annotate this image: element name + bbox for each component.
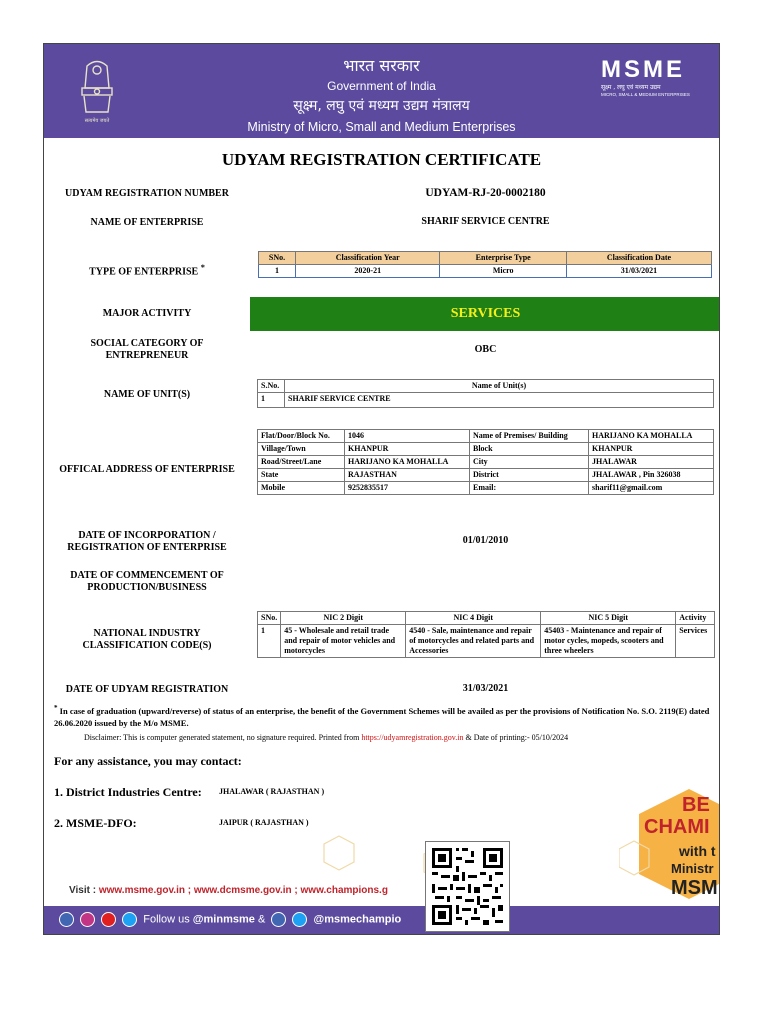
type-header-date: Classification Date xyxy=(566,252,711,265)
nic-row xyxy=(258,625,715,658)
promo-line2: CHAMI xyxy=(644,816,710,838)
certificate xyxy=(43,43,720,935)
address-r3-c3: City xyxy=(470,456,589,469)
address-r3-c2: HARIJANO KA MOHALLA xyxy=(345,456,470,469)
address-label: OFFICAL ADDRESS OF ENTERPRISE xyxy=(59,464,235,475)
qr-code-icon xyxy=(426,842,509,931)
units-header-row xyxy=(258,380,714,393)
header-banner xyxy=(44,44,719,138)
address-r4-c4: JHALAWAR , Pin 326038 xyxy=(589,469,714,482)
type-asterisk: * xyxy=(200,263,205,272)
nic-label-line2: CLASSIFICATION CODE(S) xyxy=(82,640,212,651)
registration-number-value: UDYAM-RJ-20-0002180 xyxy=(425,187,546,199)
msme-logo-text: MSME xyxy=(601,56,685,83)
nic-label xyxy=(44,628,250,652)
header-ministry-name: Ministry of Micro, Small and Medium Enterprises xyxy=(247,120,516,134)
type-table-row xyxy=(259,265,712,278)
units-header-sno: S.No. xyxy=(258,380,285,393)
footnote-mark: * xyxy=(54,704,58,712)
promo-line4: Ministr xyxy=(671,861,714,876)
udyam-date-value: 31/03/2021 xyxy=(462,683,509,694)
address-r1-c1: Flat/Door/Block No. xyxy=(258,430,345,443)
type-header-year: Classification Year xyxy=(296,252,440,265)
nic-cell-activity: Services xyxy=(676,625,715,658)
nic-cell-5digit: 45403 - Maintenance and repair of motor cycles, mopeds, scooters and three wheelers xyxy=(541,625,676,658)
disclaimer-prefix: Disclaimer: This is computer generated statement, no signature required. Printed from xyxy=(84,733,360,742)
assistance-heading: For any assistance, you may contact: xyxy=(54,754,242,768)
disclaimer xyxy=(84,733,720,742)
address-row-4 xyxy=(258,469,714,482)
social-footer-bar xyxy=(44,906,719,934)
nic-label-line1: NATIONAL INDUSTRY xyxy=(93,628,201,639)
youtube-icon[interactable] xyxy=(101,912,116,927)
promo-line3: with t xyxy=(679,843,716,859)
address-r4-c1: State xyxy=(258,469,345,482)
msme-logo-hindi: सूक्ष्म , लघु एवं मध्यम उद्यम xyxy=(601,84,661,91)
address-r3-c1: Road/Street/Lane xyxy=(258,456,345,469)
type-cell-year: 2020-21 xyxy=(296,265,440,278)
nic-table xyxy=(257,611,715,658)
instagram-icon[interactable] xyxy=(80,912,95,927)
promo-line1: BE xyxy=(682,794,710,816)
type-cell-enterprise-type: Micro xyxy=(440,265,566,278)
type-header-enterprise-type: Enterprise Type xyxy=(440,252,566,265)
facebook-icon-2[interactable] xyxy=(271,912,286,927)
address-r5-c4: sharif11@gmail.com xyxy=(589,482,714,495)
commencement-label-line1: DATE OF COMMENCEMENT OF xyxy=(70,570,224,581)
contact-dic-label: 1. District Industries Centre: xyxy=(54,785,202,799)
header-hindi-ministry: सूक्ष्म, लघु एवं मध्यम उद्यम मंत्रालय xyxy=(293,98,470,114)
nic-header-5digit: NIC 5 Digit xyxy=(541,612,676,625)
contact-dic-value: JHALAWAR ( RAJASTHAN ) xyxy=(219,787,325,796)
nic-cell-4digit: 4540 - Sale, maintenance and repair of motorcycles and related parts and Accessories xyxy=(406,625,541,658)
type-table xyxy=(258,251,712,278)
be-champion-promo xyxy=(619,789,720,899)
msme-logo-subtitle: MICRO, SMALL & MEDIUM ENTERPRISES xyxy=(601,92,690,97)
units-cell-name: SHARIF SERVICE CENTRE xyxy=(285,393,714,408)
address-r2-c4: KHANPUR xyxy=(589,443,714,456)
nic-cell-2digit: 45 - Wholesale and retail trade and repair of motor vehicles and motorcycles xyxy=(281,625,406,658)
address-r2-c1: Village/Town xyxy=(258,443,345,456)
follow-ampersand: & xyxy=(257,913,266,926)
address-r5-c2: 9252835517 xyxy=(345,482,470,495)
address-r3-c4: JHALAWAR xyxy=(589,456,714,469)
incorporation-value: 01/01/2010 xyxy=(462,535,509,546)
follow-handle-minmsme[interactable]: @minmsme xyxy=(192,913,255,926)
address-r5-c1: Mobile xyxy=(258,482,345,495)
enterprise-name-label: NAME OF ENTERPRISE xyxy=(90,217,204,228)
commencement-label xyxy=(44,570,250,594)
address-row-2 xyxy=(258,443,714,456)
address-r1-c2: 1046 xyxy=(345,430,470,443)
units-row xyxy=(258,393,714,408)
emblem-motto: सत्यमेव जयते xyxy=(84,118,110,124)
visit-prefix: Visit : xyxy=(69,885,97,896)
udyam-date-label: DATE OF UDYAM REGISTRATION xyxy=(65,684,229,695)
units-header-name: Name of Unit(s) xyxy=(285,380,714,393)
units-table xyxy=(257,379,714,408)
type-of-enterprise-label xyxy=(44,262,250,278)
facebook-icon[interactable] xyxy=(59,912,74,927)
address-row-1 xyxy=(258,430,714,443)
social-category-label-line2: ENTREPRENEUR xyxy=(105,350,189,361)
units-label: NAME OF UNIT(S) xyxy=(103,389,191,400)
disclaimer-suffix: & Date of printing:- 05/10/2024 xyxy=(465,733,569,742)
commencement-label-line2: PRODUCTION/BUSINESS xyxy=(87,582,207,593)
incorporation-label-line1: DATE OF INCORPORATION / xyxy=(78,530,216,541)
follow-us-text: Follow us xyxy=(143,913,190,926)
address-r4-c3: District xyxy=(470,469,589,482)
nic-header-2digit: NIC 2 Digit xyxy=(281,612,406,625)
social-footer-content xyxy=(59,912,401,927)
header-government-of-india: Government of India xyxy=(327,79,436,93)
twitter-icon[interactable] xyxy=(122,912,137,927)
footnote-text: In case of graduation (upward/reverse) of status of an enterprise, the benefit of the Government Schemes will be availed as per the provisions of Notification No. S.O. 2119(E) dated 26.06.2020 issued by the M/o MSME. xyxy=(54,705,710,728)
visit-websites[interactable]: www.msme.gov.in ; www.dcmsme.gov.in ; www.champions.g xyxy=(98,885,388,896)
follow-handle-msmechampions[interactable]: @msmechampio xyxy=(313,913,402,926)
nic-header-4digit: NIC 4 Digit xyxy=(406,612,541,625)
address-r2-c2: KHANPUR xyxy=(345,443,470,456)
qr-code xyxy=(425,841,510,932)
contact-msme-dfo-label: 2. MSME-DFO: xyxy=(54,816,137,830)
social-category-label-line1: SOCIAL CATEGORY OF xyxy=(90,338,204,349)
major-activity-value: SERVICES xyxy=(250,297,720,331)
msme-logo xyxy=(601,58,706,108)
nic-header-row xyxy=(258,612,715,625)
address-table xyxy=(257,429,714,495)
type-table-header-row xyxy=(259,252,712,265)
type-cell-date: 31/03/2021 xyxy=(566,265,711,278)
address-r1-c3: Name of Premises/ Building xyxy=(470,430,589,443)
incorporation-label-line2: REGISTRATION OF ENTERPRISE xyxy=(67,542,227,553)
footnote xyxy=(54,702,714,729)
social-category-label xyxy=(44,338,250,362)
disclaimer-link[interactable]: https://udyamregistration.gov.in xyxy=(361,733,464,742)
address-r5-c3: Email: xyxy=(470,482,589,495)
nic-cell-sno: 1 xyxy=(258,625,281,658)
twitter-icon-2[interactable] xyxy=(292,912,307,927)
incorporation-label xyxy=(44,530,250,554)
type-cell-sno: 1 xyxy=(259,265,296,278)
header-hindi-government: भारत सरकार xyxy=(343,56,420,75)
visit-links xyxy=(69,885,388,896)
address-row-5 xyxy=(258,482,714,495)
address-r4-c2: RAJASTHAN xyxy=(345,469,470,482)
certificate-title: UDYAM REGISTRATION CERTIFICATE xyxy=(221,150,542,169)
units-cell-sno: 1 xyxy=(258,393,285,408)
address-r2-c3: Block xyxy=(470,443,589,456)
address-row-3 xyxy=(258,456,714,469)
type-header-sno: SNo. xyxy=(259,252,296,265)
contact-msme-dfo-value: JAIPUR ( RAJASTHAN ) xyxy=(219,818,309,827)
address-r1-c4: HARIJANO KA MOHALLA xyxy=(589,430,714,443)
enterprise-name-value: SHARIF SERVICE CENTRE xyxy=(421,216,550,227)
nic-header-sno: SNo. xyxy=(258,612,281,625)
type-of-enterprise-text: TYPE OF ENTERPRISE xyxy=(89,266,199,278)
registration-number-label: UDYAM REGISTRATION NUMBER xyxy=(65,188,229,199)
nic-header-activity: Activity xyxy=(676,612,715,625)
promo-line5: MSM xyxy=(671,877,718,899)
social-category-value: OBC xyxy=(474,344,497,355)
major-activity-label: MAJOR ACTIVITY xyxy=(102,308,192,319)
